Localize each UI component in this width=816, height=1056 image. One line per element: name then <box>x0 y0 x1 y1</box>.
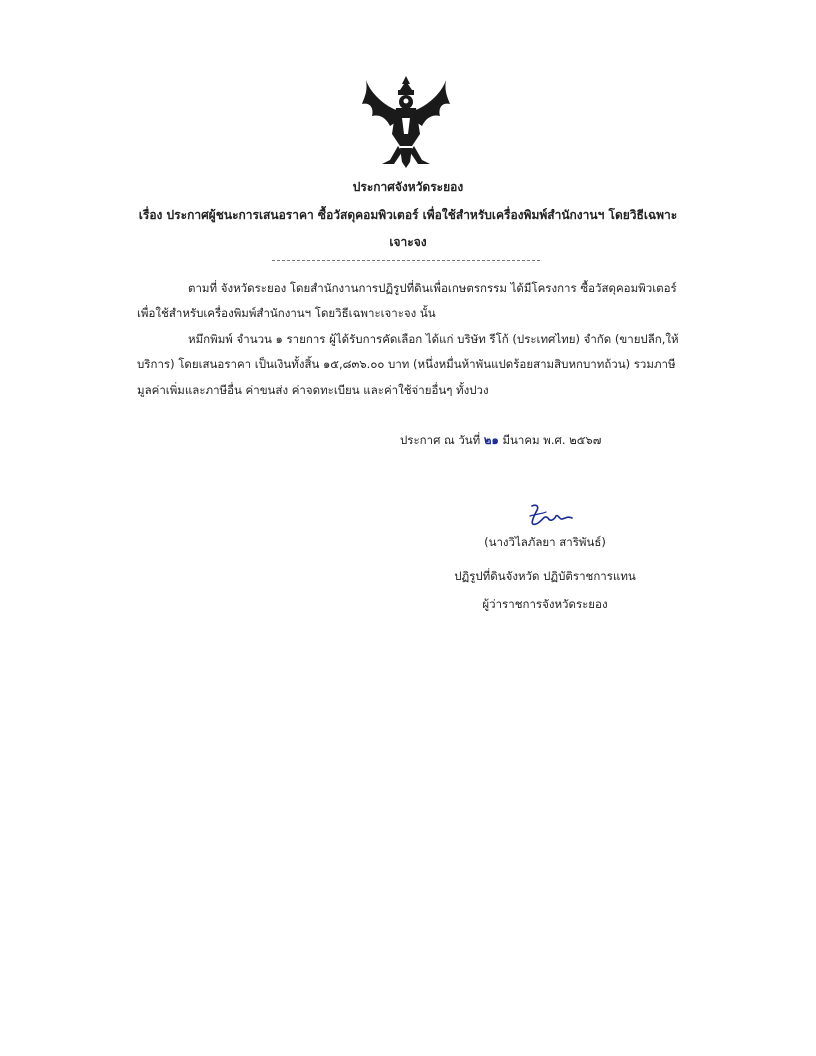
signatory-position-1: ปฏิรูปที่ดินจังหวัด ปฏิบัติราชการแทน <box>454 569 636 583</box>
signatory-position-2: ผู้ว่าราชการจังหวัดระยอง <box>482 597 608 611</box>
announcement-date <box>400 432 601 450</box>
garuda-emblem-icon <box>360 74 452 170</box>
subject-line-2: เจาะจง <box>389 235 427 249</box>
date-prefix: ประกาศ ณ วันที่ <box>400 433 481 447</box>
paragraph-1-line-1: ตามที่ จังหวัดระยอง โดยสำนักงานการปฏิรูปที่ดินเพื่อเกษตรกรรม ได้มีโครงการ ซื้อวัสดุคอมพิวเตอร์ <box>188 281 677 295</box>
signatory-name: (นางวิไลภัลยา สาริพันธ์) <box>484 535 606 549</box>
paragraph-2-line-2: บริการ) โดยเสนอราคา เป็นเงินทั้งสิ้น ๑๕,๘๓๖.๐๐ บาท (หนึ่งหมื่นห้าพันแปดร้อยสามสิบหกบาทถ้วน) รวมภาษี <box>137 357 676 371</box>
paragraph-2-line-3: มูลค่าเพิ่มและภาษีอื่น ค่าขนส่ง ค่าจดทะเบียน และค่าใช้จ่ายอื่นๆ ทั้งปวง <box>137 383 489 397</box>
date-month-year: มีนาคม พ.ศ. ๒๕๖๗ <box>502 433 602 447</box>
paragraph-1-line-2: เพื่อใช้สำหรับเครื่องพิมพ์สำนักงานฯ โดยวิธีเฉพาะเจาะจง นั้น <box>137 306 436 320</box>
subject-line-1: เรื่อง ประกาศผู้ชนะการเสนอราคา ซื้อวัสดุคอมพิวเตอร์ เพื่อใช้สำหรับเครื่องพิมพ์สำนักงานฯ โดยวิธีเฉพาะ <box>138 208 678 222</box>
handwritten-signature <box>526 502 574 530</box>
separator-rule <box>272 260 540 261</box>
issuer-title: ประกาศจังหวัดระยอง <box>352 180 464 194</box>
date-day: ๒๑ <box>483 433 499 447</box>
paragraph-2-line-1: หมึกพิมพ์ จำนวน ๑ รายการ ผู้ได้รับการคัดเลือก ได้แก่ บริษัท รีโก้ (ประเทศไทย) จำกัด (ขายปลีก,ให้ <box>188 332 679 346</box>
